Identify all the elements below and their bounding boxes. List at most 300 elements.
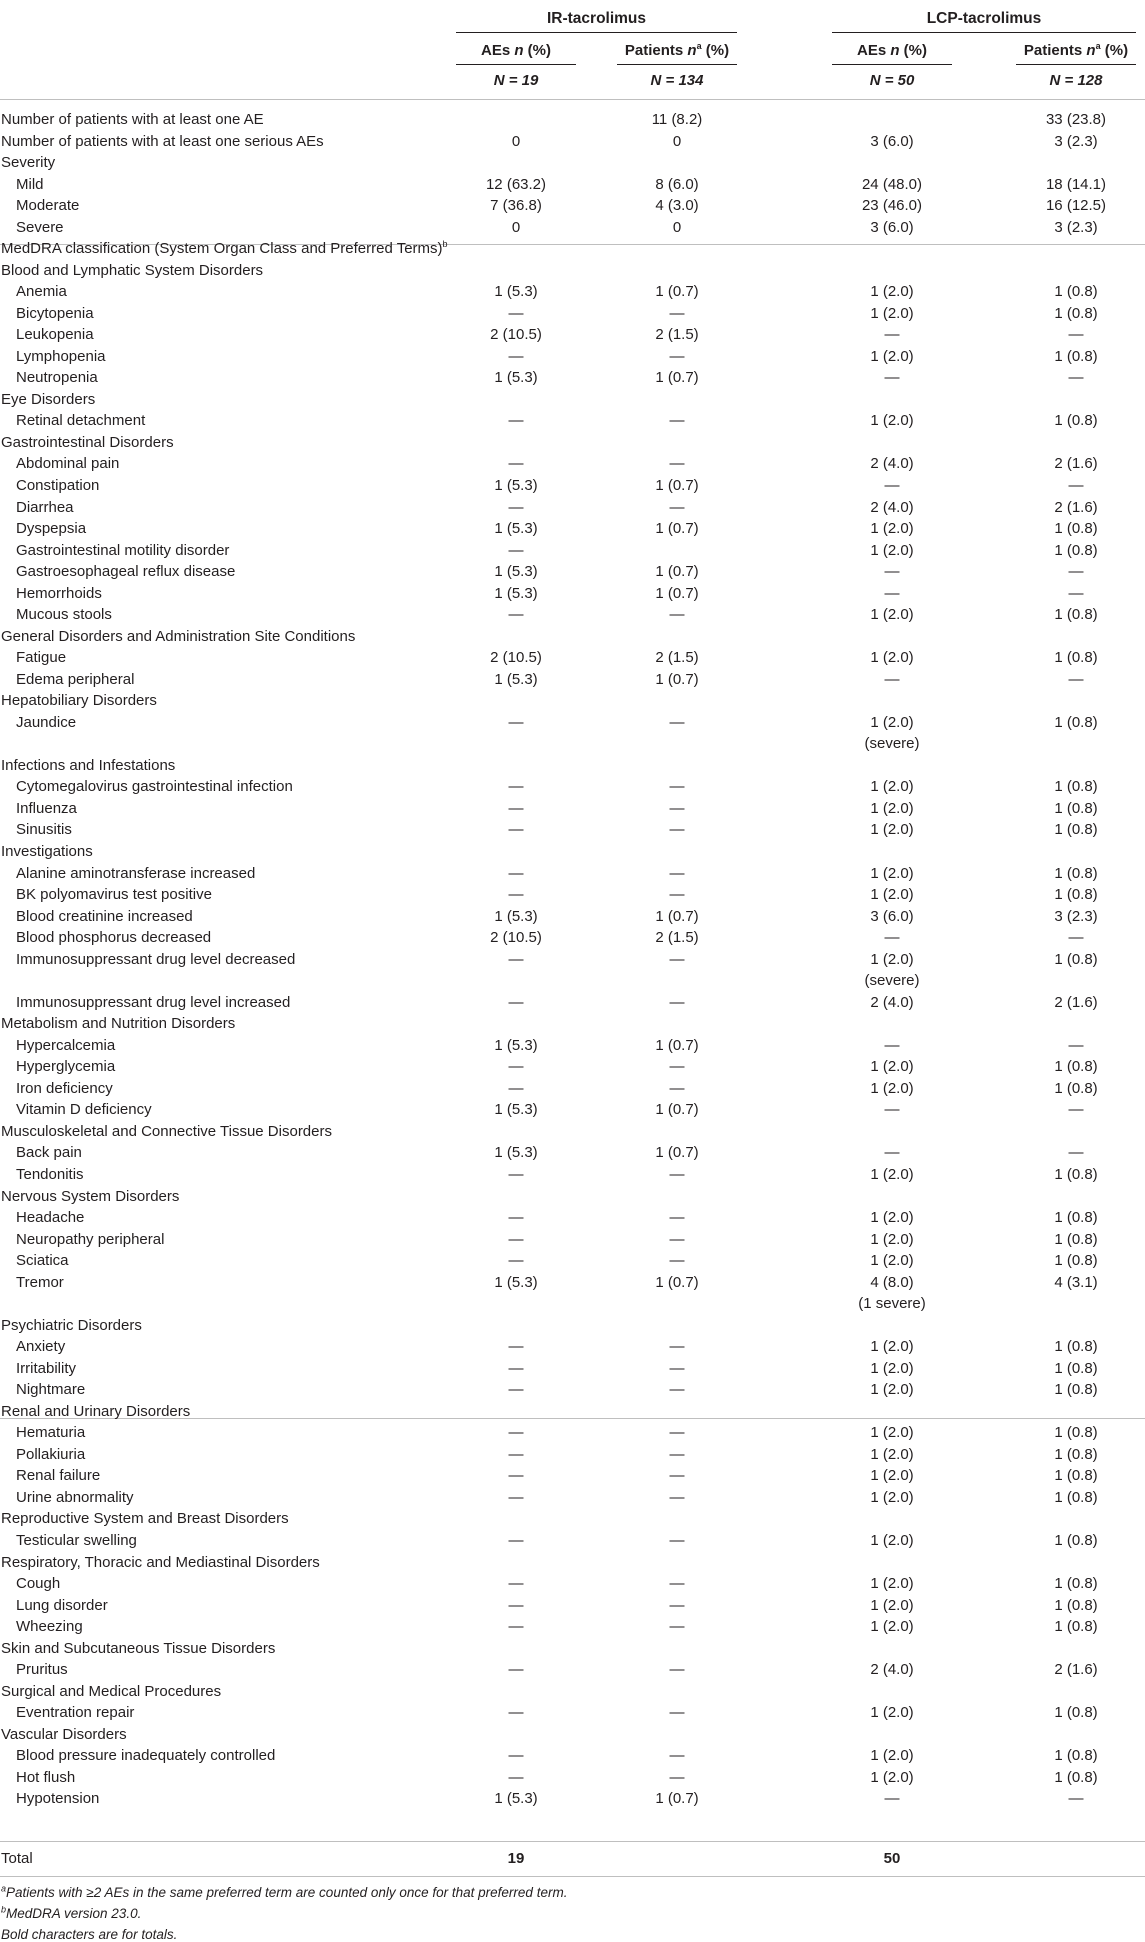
category-row xyxy=(0,238,1145,259)
row-value: 2 (4.0) xyxy=(870,498,914,516)
category-row xyxy=(0,1552,1145,1573)
row-label: Tremor xyxy=(16,1273,64,1291)
row-value: 18 (14.1) xyxy=(1045,175,1107,193)
row-value: — xyxy=(508,950,524,968)
row-value: 1 (2.0) xyxy=(870,520,914,538)
row-value: 24 (48.0) xyxy=(861,175,923,193)
row-value: — xyxy=(669,1747,685,1765)
row-value: — xyxy=(669,455,685,473)
row-label: Musculoskeletal and Connective Tissue Disorders xyxy=(1,1122,332,1140)
table-row xyxy=(0,819,1145,840)
category-row xyxy=(0,690,1145,711)
row-value: 3 (2.3) xyxy=(1054,218,1098,236)
category-row xyxy=(0,1315,1145,1336)
table-row xyxy=(0,1142,1145,1163)
row-value: 2 (4.0) xyxy=(870,455,914,473)
header-divider xyxy=(0,99,1145,100)
table-row xyxy=(0,1250,1145,1271)
total-divider xyxy=(0,1876,1145,1877)
row-value: — xyxy=(508,886,524,904)
row-value: — xyxy=(508,1079,524,1097)
row-value: — xyxy=(1068,326,1084,344)
category-row xyxy=(0,755,1145,776)
row-value: 3 (6.0) xyxy=(870,218,914,236)
row-value: — xyxy=(508,1230,524,1248)
row-value: — xyxy=(669,778,685,796)
row-value: 2 (1.6) xyxy=(1054,993,1098,1011)
row-label: Infections and Infestations xyxy=(1,756,176,774)
row-value: 1 (0.8) xyxy=(1054,606,1098,624)
row-label: Neuropathy peripheral xyxy=(16,1230,165,1248)
row-label: Hemorrhoids xyxy=(16,584,102,602)
row-value: 1 (0.7) xyxy=(655,369,699,387)
row-value: 1 (0.8) xyxy=(1054,1488,1098,1506)
row-label: Blood pressure inadequately controlled xyxy=(16,1747,276,1765)
row-label: MedDRA classification (System Organ Class and Preferred Terms)$^b$ xyxy=(1,239,448,258)
table-row xyxy=(0,970,1145,991)
row-label: Respiratory, Thoracic and Mediastinal Disorders xyxy=(1,1553,320,1571)
row-value: — xyxy=(884,326,900,344)
row-label: Blood and Lymphatic System Disorders xyxy=(1,261,264,279)
table-row xyxy=(0,195,1145,216)
row-value: 1 (0.8) xyxy=(1054,778,1098,796)
row-value: — xyxy=(669,1704,685,1722)
row-label: Number of patients with at least one serious AEs xyxy=(1,132,324,150)
total-row xyxy=(0,1848,1145,1869)
row-value: 1 (0.8) xyxy=(1054,283,1098,301)
table-row xyxy=(0,410,1145,431)
row-value: — xyxy=(508,1252,524,1270)
row-value: — xyxy=(508,455,524,473)
row-value: — xyxy=(508,1575,524,1593)
table-row xyxy=(0,1595,1145,1616)
row-value: 1 (0.8) xyxy=(1054,1575,1098,1593)
row-value: — xyxy=(884,477,900,494)
row-label: Immunosuppressant drug level decreased xyxy=(16,950,296,968)
footnote: $^a$Patients with ≥2 AEs in the same preferred term are counted only once for that preferred term. xyxy=(1,1883,568,1900)
table-row xyxy=(0,1444,1145,1465)
row-value: — xyxy=(508,347,524,365)
row-label: Diarrhea xyxy=(16,498,74,516)
row-label: Metabolism and Nutrition Disorders xyxy=(1,1015,236,1033)
row-label: Back pain xyxy=(16,1144,82,1162)
row-value: — xyxy=(508,606,524,624)
row-value: — xyxy=(508,1381,524,1399)
table-row xyxy=(0,1379,1145,1400)
row-label: Iron deficiency xyxy=(16,1079,113,1097)
row-value: — xyxy=(669,1359,685,1377)
table-row xyxy=(0,1207,1145,1228)
row-label: Irritability xyxy=(16,1359,77,1377)
row-label: Neutropenia xyxy=(16,369,98,387)
row-value: 1 (0.8) xyxy=(1054,1467,1098,1485)
row-value: 1 (2.0) xyxy=(870,1338,914,1356)
row-value: — xyxy=(669,1079,685,1097)
row-label: Pollakiuria xyxy=(16,1445,86,1463)
row-value: 1 (2.0) xyxy=(870,1467,914,1485)
category-row xyxy=(0,1508,1145,1529)
sub-rule xyxy=(617,64,737,65)
row-value: 1 (2.0) xyxy=(870,778,914,796)
table-row xyxy=(0,174,1145,195)
category-row xyxy=(0,626,1145,647)
row-label: Testicular swelling xyxy=(16,1531,137,1549)
row-value: 3 (2.3) xyxy=(1054,907,1098,925)
row-label: Dyspepsia xyxy=(16,520,87,538)
row-value: 0 xyxy=(672,132,682,150)
table-row xyxy=(0,884,1145,905)
row-label: Eventration repair xyxy=(16,1704,135,1722)
row-value: 1 (5.3) xyxy=(494,907,538,925)
row-value: 1 (2.0) xyxy=(870,1424,914,1442)
row-value: 1 (0.7) xyxy=(655,563,699,581)
table-row xyxy=(0,475,1145,496)
row-value: 1 (0.8) xyxy=(1054,520,1098,538)
row-value: — xyxy=(884,1144,900,1162)
table-row xyxy=(0,906,1145,927)
total-label: Total xyxy=(1,1850,33,1867)
row-value: 1 (0.7) xyxy=(655,1273,699,1291)
row-value: 1 (0.8) xyxy=(1054,864,1098,882)
row-value: — xyxy=(669,1445,685,1463)
row-value: 1 (5.3) xyxy=(494,563,538,581)
row-value: — xyxy=(884,563,900,581)
row-label: Gastrointestinal Disorders xyxy=(1,433,174,451)
table-row xyxy=(0,992,1145,1013)
row-value: 1 (0.7) xyxy=(655,1144,699,1162)
row-value: 2 (10.5) xyxy=(490,326,542,344)
category-row xyxy=(0,1013,1145,1034)
row-value: 1 (5.3) xyxy=(494,369,538,387)
row-value: 1 (0.7) xyxy=(655,584,699,602)
row-value: — xyxy=(669,1488,685,1506)
row-label: Cytomegalovirus gastrointestinal infection xyxy=(16,778,293,796)
footnote: $^b$MedDRA version 23.0. xyxy=(1,1904,142,1921)
row-value: — xyxy=(669,1575,685,1593)
row-value: 1 (0.8) xyxy=(1054,412,1098,430)
row-value: — xyxy=(669,713,685,731)
row-label: Bicytopenia xyxy=(16,304,94,322)
row-label: Leukopenia xyxy=(16,326,94,344)
row-value: 3 (6.0) xyxy=(870,132,914,150)
row-value: — xyxy=(508,993,524,1011)
row-value: — xyxy=(884,369,900,387)
table-row xyxy=(0,1358,1145,1379)
row-label: Wheezing xyxy=(16,1618,83,1636)
row-value: 1 (2.0) xyxy=(870,950,914,968)
row-value: 1 (5.3) xyxy=(494,283,538,301)
row-value: 1 (5.3) xyxy=(494,520,538,538)
table-row xyxy=(0,798,1145,819)
row-value: 1 (0.8) xyxy=(1054,649,1098,667)
row-label: Jaundice xyxy=(16,713,77,731)
row-value: — xyxy=(669,606,685,624)
table-row xyxy=(0,1702,1145,1723)
row-value: 1 (0.8) xyxy=(1054,1768,1098,1786)
row-value: — xyxy=(1068,1790,1084,1808)
row-value: — xyxy=(508,541,524,559)
row-value: 1 (2.0) xyxy=(870,1252,914,1270)
table-row xyxy=(0,1530,1145,1551)
row-label: Nightmare xyxy=(16,1381,86,1399)
row-value: 1 (2.0) xyxy=(870,1058,914,1076)
row-value: 1 (2.0) xyxy=(870,1359,914,1377)
row-value: — xyxy=(508,1531,524,1549)
row-value: 1 (0.8) xyxy=(1054,304,1098,322)
row-label: Urine abnormality xyxy=(16,1488,134,1506)
row-label: Hypotension xyxy=(16,1790,100,1808)
table-row xyxy=(0,604,1145,625)
sub-rule xyxy=(456,64,576,65)
row-label: Vitamin D deficiency xyxy=(16,1101,152,1119)
table-row xyxy=(0,1573,1145,1594)
row-value: 2 (1.6) xyxy=(1054,455,1098,473)
row-value: 2 (4.0) xyxy=(870,993,914,1011)
row-label: BK polyomavirus test positive xyxy=(16,886,212,904)
row-label: Anxiety xyxy=(16,1338,66,1356)
row-label: Edema peripheral xyxy=(16,670,135,688)
row-value: 1 (0.8) xyxy=(1054,1445,1098,1463)
row-label: Hepatobiliary Disorders xyxy=(1,692,157,710)
table-row xyxy=(0,712,1145,733)
row-value: 2 (10.5) xyxy=(490,929,542,947)
row-value: 1 (2.0) xyxy=(870,649,914,667)
row-value: — xyxy=(669,821,685,839)
row-value: — xyxy=(1068,477,1084,494)
table-row xyxy=(0,927,1145,948)
row-value: 1 (2.0) xyxy=(870,713,914,731)
row-value: — xyxy=(508,713,524,731)
row-label: Fatigue xyxy=(16,649,67,667)
table-row xyxy=(0,1293,1145,1314)
row-value: 1 (5.3) xyxy=(494,1101,538,1119)
row-value: 1 (2.0) xyxy=(870,1209,914,1227)
row-value: — xyxy=(1068,563,1084,581)
row-label: Sciatica xyxy=(16,1252,69,1270)
sub-rule xyxy=(832,64,952,65)
row-value: 1 (0.8) xyxy=(1054,886,1098,904)
row-value: 1 (2.0) xyxy=(870,1445,914,1463)
row-value: 7 (36.8) xyxy=(490,197,542,215)
row-value: 1 (0.8) xyxy=(1054,1424,1098,1442)
row-value: 1 (0.8) xyxy=(1054,1618,1098,1636)
row-value: — xyxy=(669,1165,685,1183)
row-value: — xyxy=(669,799,685,817)
row-value: 0 xyxy=(511,218,521,236)
total-value: 50 xyxy=(883,1850,901,1867)
row-value: 1 (0.7) xyxy=(655,907,699,925)
row-value: 4 (3.0) xyxy=(655,197,699,215)
row-value: (1 severe) xyxy=(858,1295,926,1313)
row-label: General Disorders and Administration Site Conditions xyxy=(1,627,356,645)
table-row xyxy=(0,1767,1145,1788)
table-row xyxy=(0,1078,1145,1099)
row-value: 1 (2.0) xyxy=(870,1230,914,1248)
row-value: — xyxy=(884,584,900,602)
row-value: 1 (2.0) xyxy=(870,1488,914,1506)
row-value: — xyxy=(669,1424,685,1442)
table-row xyxy=(0,1336,1145,1357)
row-label: Reproductive System and Breast Disorders xyxy=(1,1510,289,1528)
row-value: 1 (0.7) xyxy=(655,1101,699,1119)
row-value: 1 (5.3) xyxy=(494,670,538,688)
row-value: 1 (5.3) xyxy=(494,1273,538,1291)
row-label: Alanine aminotransferase increased xyxy=(16,864,256,882)
row-value: — xyxy=(508,1058,524,1076)
row-label: Moderate xyxy=(16,197,80,215)
row-label: Severity xyxy=(1,154,56,172)
total-value: 19 xyxy=(507,1850,525,1867)
row-label: Hypercalcemia xyxy=(16,1036,116,1054)
row-value: (severe) xyxy=(864,972,920,990)
row-value: — xyxy=(508,1209,524,1227)
table-row xyxy=(0,583,1145,604)
row-label: Influenza xyxy=(16,799,77,817)
row-label: Gastrointestinal motility disorder xyxy=(16,541,230,559)
row-value: — xyxy=(884,1036,900,1054)
category-row xyxy=(0,432,1145,453)
row-value: — xyxy=(669,864,685,882)
row-value: 1 (0.8) xyxy=(1054,1079,1098,1097)
table-row xyxy=(0,669,1145,690)
category-row xyxy=(0,260,1145,281)
group-rule-lcp xyxy=(832,32,1136,33)
table-row xyxy=(0,776,1145,797)
row-value: — xyxy=(669,1661,685,1679)
row-value: 1 (2.0) xyxy=(870,304,914,322)
row-value: — xyxy=(1068,1101,1084,1119)
row-value: 1 (0.7) xyxy=(655,283,699,301)
row-value: — xyxy=(508,799,524,817)
row-label: Psychiatric Disorders xyxy=(1,1316,142,1334)
row-value: — xyxy=(508,1768,524,1786)
row-value: 12 (63.2) xyxy=(485,175,547,193)
row-value: — xyxy=(669,1209,685,1227)
table-row xyxy=(0,1035,1145,1056)
row-value: (severe) xyxy=(864,735,920,753)
row-value: 2 (10.5) xyxy=(490,649,542,667)
row-value: 1 (0.8) xyxy=(1054,1381,1098,1399)
row-value: 0 xyxy=(511,132,521,150)
row-label: Vascular Disorders xyxy=(1,1725,127,1743)
category-row xyxy=(0,1186,1145,1207)
row-label: Mucous stools xyxy=(16,606,112,624)
row-value: 0 xyxy=(672,218,682,236)
row-value: — xyxy=(508,1359,524,1377)
table-row xyxy=(0,346,1145,367)
row-value: 4 (3.1) xyxy=(1054,1273,1098,1291)
row-value: — xyxy=(1068,1036,1084,1054)
row-value: — xyxy=(508,1467,524,1485)
row-value: — xyxy=(884,670,900,688)
category-row xyxy=(0,841,1145,862)
row-value: — xyxy=(508,412,524,430)
row-value: — xyxy=(669,993,685,1011)
table-row xyxy=(0,1616,1145,1637)
row-label: Mild xyxy=(16,175,44,193)
row-value: 1 (0.7) xyxy=(655,1790,699,1808)
table-row xyxy=(0,1229,1145,1250)
row-value: — xyxy=(508,1445,524,1463)
row-value: 11 (8.2) xyxy=(651,111,703,128)
group-header-lcp: LCP-tacrolimus xyxy=(926,10,1042,27)
table-row xyxy=(0,1272,1145,1293)
row-label: Abdominal pain xyxy=(16,455,120,473)
table-row xyxy=(0,303,1145,324)
row-value: — xyxy=(1068,1144,1084,1162)
row-value: 1 (0.8) xyxy=(1054,1165,1098,1183)
row-value: — xyxy=(508,1488,524,1506)
row-value: 1 (0.8) xyxy=(1054,347,1098,365)
row-value: 1 (0.8) xyxy=(1054,1058,1098,1076)
row-value: — xyxy=(669,347,685,365)
row-value: 16 (12.5) xyxy=(1045,197,1107,215)
category-row xyxy=(0,1121,1145,1142)
row-value: 1 (5.3) xyxy=(494,1790,538,1808)
footnote: Bold characters are for totals. xyxy=(1,1927,178,1942)
table-row xyxy=(0,1099,1145,1120)
column-header: AEs n (%) xyxy=(480,42,552,59)
row-value: 1 (2.0) xyxy=(870,864,914,882)
row-value: 1 (0.7) xyxy=(655,477,699,494)
table-row xyxy=(0,453,1145,474)
row-value: — xyxy=(669,1230,685,1248)
row-label: Blood phosphorus decreased xyxy=(16,929,212,947)
row-value: 1 (2.0) xyxy=(870,412,914,430)
section-divider xyxy=(0,1841,1145,1842)
row-value: — xyxy=(508,1661,524,1679)
table-row xyxy=(0,217,1145,238)
table-row xyxy=(0,281,1145,302)
row-label: Constipation xyxy=(16,477,100,494)
row-value: — xyxy=(669,1058,685,1076)
row-value: 1 (0.8) xyxy=(1054,821,1098,839)
row-label: Hyperglycemia xyxy=(16,1058,116,1076)
row-value: — xyxy=(884,1790,900,1808)
row-value: 1 (2.0) xyxy=(870,347,914,365)
row-label: Hematuria xyxy=(16,1424,86,1442)
row-value: — xyxy=(1068,369,1084,387)
group-rule-ir xyxy=(456,32,737,33)
row-value: 1 (2.0) xyxy=(870,1165,914,1183)
row-value: 1 (0.8) xyxy=(1054,1531,1098,1549)
row-value: — xyxy=(508,778,524,796)
category-row xyxy=(0,389,1145,410)
row-value: — xyxy=(508,1618,524,1636)
row-value: 1 (2.0) xyxy=(870,1768,914,1786)
row-value: — xyxy=(508,1596,524,1614)
row-value: 1 (0.7) xyxy=(655,520,699,538)
row-value: — xyxy=(508,1165,524,1183)
row-value: — xyxy=(669,950,685,968)
row-value: 1 (2.0) xyxy=(870,541,914,559)
row-label: Cough xyxy=(16,1575,61,1593)
row-value: 1 (2.0) xyxy=(870,1531,914,1549)
column-header: Patients $n^a$ (%) xyxy=(1023,41,1129,59)
row-value: — xyxy=(508,1424,524,1442)
category-row xyxy=(0,1681,1145,1702)
row-value: 1 (2.0) xyxy=(870,1079,914,1097)
row-value: — xyxy=(508,1704,524,1722)
row-label: Number of patients with at least one AE xyxy=(1,111,264,128)
row-value: 1 (5.3) xyxy=(494,1144,538,1162)
row-value: 1 (0.8) xyxy=(1054,1359,1098,1377)
n-value: N = 19 xyxy=(493,72,539,89)
row-value: — xyxy=(669,304,685,322)
row-value: 1 (0.8) xyxy=(1054,1338,1098,1356)
row-value: 1 (0.8) xyxy=(1054,541,1098,559)
row-value: 2 (1.5) xyxy=(655,326,699,344)
